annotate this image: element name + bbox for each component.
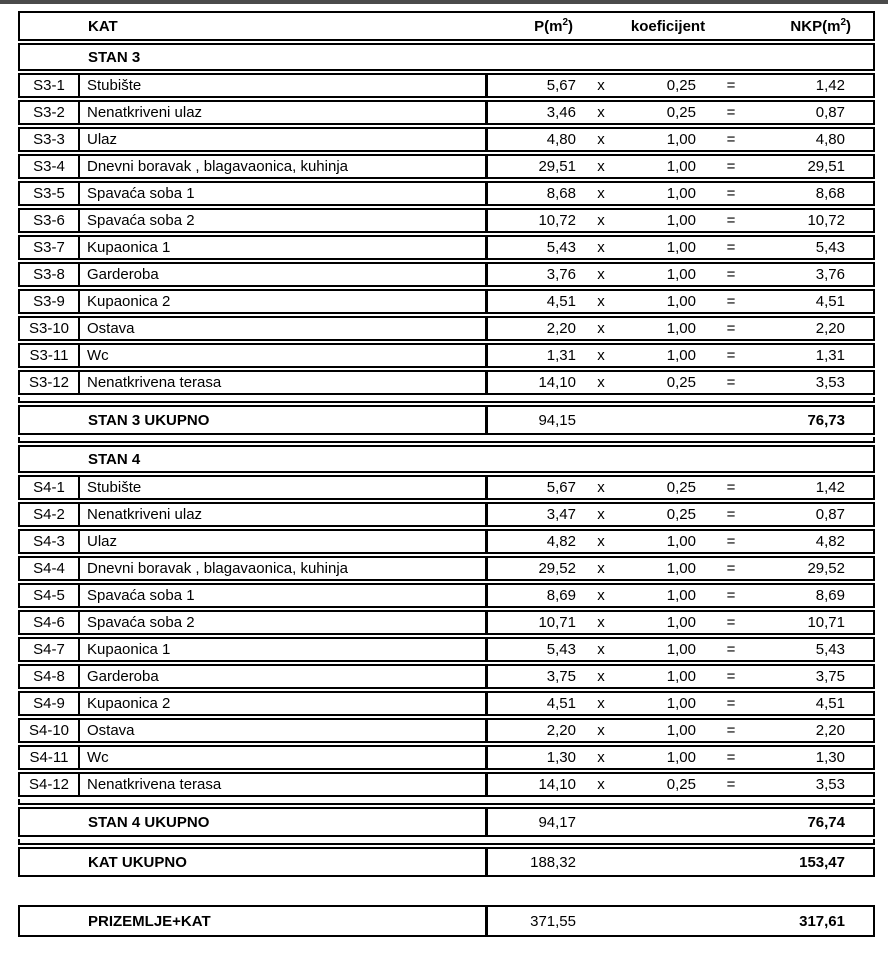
koeficijent-value: 1,00: [666, 587, 696, 604]
multiply-symbol: x: [597, 695, 605, 712]
p-value: 14,10: [538, 374, 576, 391]
equals-symbol: =: [726, 374, 736, 391]
row-values: [485, 129, 873, 150]
table-row: [18, 664, 875, 689]
multiply-symbol: x: [597, 722, 605, 739]
row-code: S3-10: [28, 320, 70, 337]
nkp-value: 4,80: [815, 131, 845, 148]
row-values: [485, 612, 873, 633]
p-value: 29,52: [538, 560, 576, 577]
row-values: [485, 666, 873, 687]
row-values: [485, 639, 873, 660]
equals-symbol: =: [726, 506, 736, 523]
p-value: 1,30: [546, 749, 576, 766]
nkp-value: 2,20: [815, 722, 845, 739]
p-value: 8,68: [546, 185, 576, 202]
koeficijent-value: 1,00: [666, 533, 696, 550]
row-name: Wc: [78, 747, 485, 768]
row-code: S3-3: [33, 131, 65, 148]
koeficijent-value: 1,00: [666, 320, 696, 337]
equals-symbol: =: [726, 776, 736, 793]
row-values: [485, 531, 873, 552]
row-code: S4-1: [33, 479, 65, 496]
table-row: [18, 772, 875, 797]
p-value: 4,51: [546, 695, 576, 712]
koeficijent-value: 1,00: [666, 695, 696, 712]
total-row-grand: [18, 905, 875, 937]
row-name: Nenatkriveni ulaz: [78, 102, 485, 123]
p-value: 3,47: [546, 506, 576, 523]
row-code: S4-8: [33, 668, 65, 685]
multiply-symbol: x: [597, 776, 605, 793]
row-name: Ostava: [78, 720, 485, 741]
koeficijent-value: 0,25: [666, 506, 696, 523]
koeficijent-value: 1,00: [666, 158, 696, 175]
table-row: [18, 316, 875, 341]
table-header-row: [18, 11, 875, 41]
row-values: [485, 210, 873, 231]
row-name: Nenatkrivena terasa: [78, 372, 485, 393]
nkp-value: 1,30: [815, 749, 845, 766]
nkp-value: 3,53: [815, 374, 845, 391]
nkp-value: 10,72: [807, 212, 845, 229]
koeficijent-value: 1,00: [666, 560, 696, 577]
row-code: S4-3: [33, 533, 65, 550]
nkp-value: 5,43: [815, 239, 845, 256]
row-name: Spavaća soba 2: [78, 210, 485, 231]
row-code: S3-11: [29, 347, 69, 364]
total-label: STAN 3 UKUPNO: [88, 411, 210, 429]
nkp-value: 1,42: [815, 77, 845, 94]
row-name: Garderoba: [78, 666, 485, 687]
nkp-value: 0,87: [815, 104, 845, 121]
total-row-stan4: [18, 807, 875, 837]
row-name: Kupaonica 2: [78, 693, 485, 714]
section-title-stan3: [18, 43, 875, 71]
p-value: 5,67: [546, 77, 576, 94]
p-value: 2,20: [546, 722, 576, 739]
table-row: [18, 583, 875, 608]
row-name: Kupaonica 2: [78, 291, 485, 312]
row-name: Nenatkriveni ulaz: [78, 504, 485, 525]
p-value: 3,46: [546, 104, 576, 121]
section-title-stan4: [18, 445, 875, 473]
equals-symbol: =: [726, 695, 736, 712]
p-value: 4,80: [546, 131, 576, 148]
koeficijent-value: 1,00: [666, 185, 696, 202]
row-code: S3-6: [33, 212, 65, 229]
p-value: 5,43: [546, 239, 576, 256]
row-code: S4-5: [33, 587, 65, 604]
whitespace-gap: [18, 879, 875, 905]
equals-symbol: =: [726, 158, 736, 175]
equals-symbol: =: [726, 668, 736, 685]
koeficijent-value: 0,25: [666, 479, 696, 496]
p-value: 2,20: [546, 320, 576, 337]
p-value: 4,82: [546, 533, 576, 550]
row-name: Dnevni boravak , blagavaonica, kuhinja: [78, 156, 485, 177]
nkp-value: 2,20: [815, 320, 845, 337]
table-row: [18, 745, 875, 770]
p-value: 8,69: [546, 587, 576, 604]
multiply-symbol: x: [597, 668, 605, 685]
table-row: [18, 289, 875, 314]
row-values: [485, 585, 873, 606]
row-code: S3-12: [28, 374, 70, 391]
total-label: PRIZEMLJE+KAT: [88, 912, 211, 930]
row-code: S3-7: [33, 239, 65, 256]
header-p-superscript: 2: [562, 16, 568, 28]
koeficijent-value: 1,00: [666, 212, 696, 229]
row-code: S4-9: [33, 695, 65, 712]
row-values: [485, 558, 873, 579]
nkp-value: 4,82: [815, 533, 845, 550]
row-code: S3-5: [33, 185, 65, 202]
row-code: S4-11: [29, 749, 69, 766]
p-value: 3,75: [546, 668, 576, 685]
multiply-symbol: x: [597, 104, 605, 121]
multiply-symbol: x: [597, 587, 605, 604]
row-code: S3-8: [33, 266, 65, 283]
total-label: STAN 4 UKUPNO: [88, 813, 210, 831]
multiply-symbol: x: [597, 293, 605, 310]
row-values: [485, 318, 873, 339]
multiply-symbol: x: [597, 131, 605, 148]
koeficijent-value: 1,00: [666, 641, 696, 658]
total-values: [485, 907, 873, 935]
multiply-symbol: x: [597, 641, 605, 658]
koeficijent-value: 1,00: [666, 131, 696, 148]
row-values: [485, 504, 873, 525]
header-kat: [20, 13, 485, 39]
row-values: [485, 75, 873, 96]
area-calculation-document: [0, 4, 888, 937]
koeficijent-value: 0,25: [666, 77, 696, 94]
table-row: [18, 262, 875, 287]
table-row: [18, 475, 875, 500]
nkp-value: 8,68: [815, 185, 845, 202]
total-p-value: 94,15: [538, 411, 576, 429]
nkp-value: 1,31: [815, 347, 845, 364]
row-code: S4-4: [33, 560, 65, 577]
nkp-value: 0,87: [815, 506, 845, 523]
section-divider-strip: [18, 799, 875, 805]
p-value: 29,51: [538, 158, 576, 175]
row-name: Spavaća soba 2: [78, 612, 485, 633]
section-divider-strip: [18, 397, 875, 403]
p-value: 4,51: [546, 293, 576, 310]
row-code: S3-9: [33, 293, 65, 310]
table-row: [18, 718, 875, 743]
multiply-symbol: x: [597, 560, 605, 577]
row-values: [485, 156, 873, 177]
equals-symbol: =: [726, 722, 736, 739]
equals-symbol: =: [726, 77, 736, 94]
total-row-kat: [18, 847, 875, 877]
p-value: 5,67: [546, 479, 576, 496]
row-code: S4-7: [33, 641, 65, 658]
row-values: [485, 747, 873, 768]
row-code: S4-6: [33, 614, 65, 631]
row-values: [485, 291, 873, 312]
header-koeficijent-label: koeficijent: [630, 17, 706, 35]
total-label: KAT UKUPNO: [88, 853, 187, 871]
multiply-symbol: x: [597, 77, 605, 94]
multiply-symbol: x: [597, 158, 605, 175]
header-kat-label: KAT: [88, 17, 118, 35]
nkp-value: 29,51: [807, 158, 845, 175]
equals-symbol: =: [726, 104, 736, 121]
section-divider-strip: [18, 437, 875, 443]
nkp-value: 8,69: [815, 587, 845, 604]
section-title-label: STAN 4: [88, 450, 141, 468]
table-row: [18, 637, 875, 662]
equals-symbol: =: [726, 293, 736, 310]
equals-symbol: =: [726, 587, 736, 604]
equals-symbol: =: [726, 239, 736, 256]
p-value: 3,76: [546, 266, 576, 283]
koeficijent-value: 1,00: [666, 668, 696, 685]
stan3-rows: [18, 73, 875, 395]
total-nkp-value: 317,61: [799, 912, 845, 930]
table-row: [18, 691, 875, 716]
row-values: [485, 720, 873, 741]
row-name: Ulaz: [78, 531, 485, 552]
equals-symbol: =: [726, 212, 736, 229]
koeficijent-value: 1,00: [666, 722, 696, 739]
koeficijent-value: 1,00: [666, 266, 696, 283]
koeficijent-value: 0,25: [666, 776, 696, 793]
row-code: S4-10: [28, 722, 70, 739]
header-nkp-superscript: 2: [840, 16, 846, 28]
row-values: [485, 237, 873, 258]
row-code: S4-2: [33, 506, 65, 523]
koeficijent-value: 1,00: [666, 347, 696, 364]
row-values: [485, 264, 873, 285]
total-values: [485, 407, 873, 433]
header-nkp-label: $NKP(m^2)$: [790, 16, 851, 35]
koeficijent-value: 1,00: [666, 749, 696, 766]
equals-symbol: =: [726, 479, 736, 496]
total-nkp-value: 76,74: [807, 813, 845, 831]
multiply-symbol: x: [597, 374, 605, 391]
nkp-value: 3,75: [815, 668, 845, 685]
equals-symbol: =: [726, 560, 736, 577]
header-p-label: $P(m^2)$: [534, 16, 573, 35]
table-row: [18, 154, 875, 179]
multiply-symbol: x: [597, 239, 605, 256]
section-divider-strip: [18, 839, 875, 845]
table-row: [18, 610, 875, 635]
table-row: [18, 181, 875, 206]
row-name: Wc: [78, 345, 485, 366]
table-row: [18, 127, 875, 152]
table-row: [18, 208, 875, 233]
nkp-value: 5,43: [815, 641, 845, 658]
multiply-symbol: x: [597, 266, 605, 283]
row-values: [485, 102, 873, 123]
multiply-symbol: x: [597, 212, 605, 229]
multiply-symbol: x: [597, 533, 605, 550]
multiply-symbol: x: [597, 320, 605, 337]
row-name: Kupaonica 1: [78, 237, 485, 258]
total-row-stan3: [18, 405, 875, 435]
row-name: Ostava: [78, 318, 485, 339]
equals-symbol: =: [726, 533, 736, 550]
row-name: Nenatkrivena terasa: [78, 774, 485, 795]
multiply-symbol: x: [597, 749, 605, 766]
header-value-columns: [485, 13, 873, 39]
multiply-symbol: x: [597, 614, 605, 631]
table-row: [18, 502, 875, 527]
koeficijent-value: 1,00: [666, 239, 696, 256]
koeficijent-value: 1,00: [666, 293, 696, 310]
p-value: 10,71: [538, 614, 576, 631]
row-values: [485, 477, 873, 498]
multiply-symbol: x: [597, 185, 605, 202]
row-name: Spavaća soba 1: [78, 585, 485, 606]
row-name: Dnevni boravak , blagavaonica, kuhinja: [78, 558, 485, 579]
equals-symbol: =: [726, 131, 736, 148]
equals-symbol: =: [726, 266, 736, 283]
table-row: [18, 235, 875, 260]
equals-symbol: =: [726, 641, 736, 658]
row-code: S3-2: [33, 104, 65, 121]
row-name: Garderoba: [78, 264, 485, 285]
p-value: 1,31: [546, 347, 576, 364]
koeficijent-value: 0,25: [666, 374, 696, 391]
row-name: Spavaća soba 1: [78, 183, 485, 204]
equals-symbol: =: [726, 347, 736, 364]
row-values: [485, 372, 873, 393]
row-values: [485, 693, 873, 714]
row-code: S3-4: [33, 158, 65, 175]
equals-symbol: =: [726, 185, 736, 202]
nkp-value: 3,76: [815, 266, 845, 283]
equals-symbol: =: [726, 749, 736, 766]
stan4-rows: [18, 475, 875, 797]
p-value: 14,10: [538, 776, 576, 793]
nkp-value: 4,51: [815, 695, 845, 712]
nkp-value: 29,52: [807, 560, 845, 577]
equals-symbol: =: [726, 614, 736, 631]
total-p-value: 371,55: [530, 912, 576, 930]
row-code: S3-1: [33, 77, 65, 94]
total-nkp-value: 76,73: [807, 411, 845, 429]
nkp-value: 4,51: [815, 293, 845, 310]
koeficijent-value: 0,25: [666, 104, 696, 121]
p-value: 5,43: [546, 641, 576, 658]
nkp-value: 10,71: [807, 614, 845, 631]
row-code: S4-12: [28, 776, 70, 793]
table-row: [18, 370, 875, 395]
row-name: Kupaonica 1: [78, 639, 485, 660]
table-row: [18, 73, 875, 98]
row-values: [485, 345, 873, 366]
total-values: [485, 849, 873, 875]
table-row: [18, 100, 875, 125]
section-title-label: STAN 3: [88, 48, 141, 66]
multiply-symbol: x: [597, 506, 605, 523]
row-name: Stubište: [78, 75, 485, 96]
nkp-value: 1,42: [815, 479, 845, 496]
table-row: [18, 343, 875, 368]
equals-symbol: =: [726, 320, 736, 337]
row-name: Stubište: [78, 477, 485, 498]
koeficijent-value: 1,00: [666, 614, 696, 631]
row-values: [485, 774, 873, 795]
row-name: Ulaz: [78, 129, 485, 150]
multiply-symbol: x: [597, 347, 605, 364]
p-value: 10,72: [538, 212, 576, 229]
total-p-value: 94,17: [538, 813, 576, 831]
row-values: [485, 183, 873, 204]
total-values: [485, 809, 873, 835]
total-p-value: 188,32: [530, 853, 576, 871]
table-row: [18, 529, 875, 554]
total-nkp-value: 153,47: [799, 853, 845, 871]
nkp-value: 3,53: [815, 776, 845, 793]
table-row: [18, 556, 875, 581]
multiply-symbol: x: [597, 479, 605, 496]
